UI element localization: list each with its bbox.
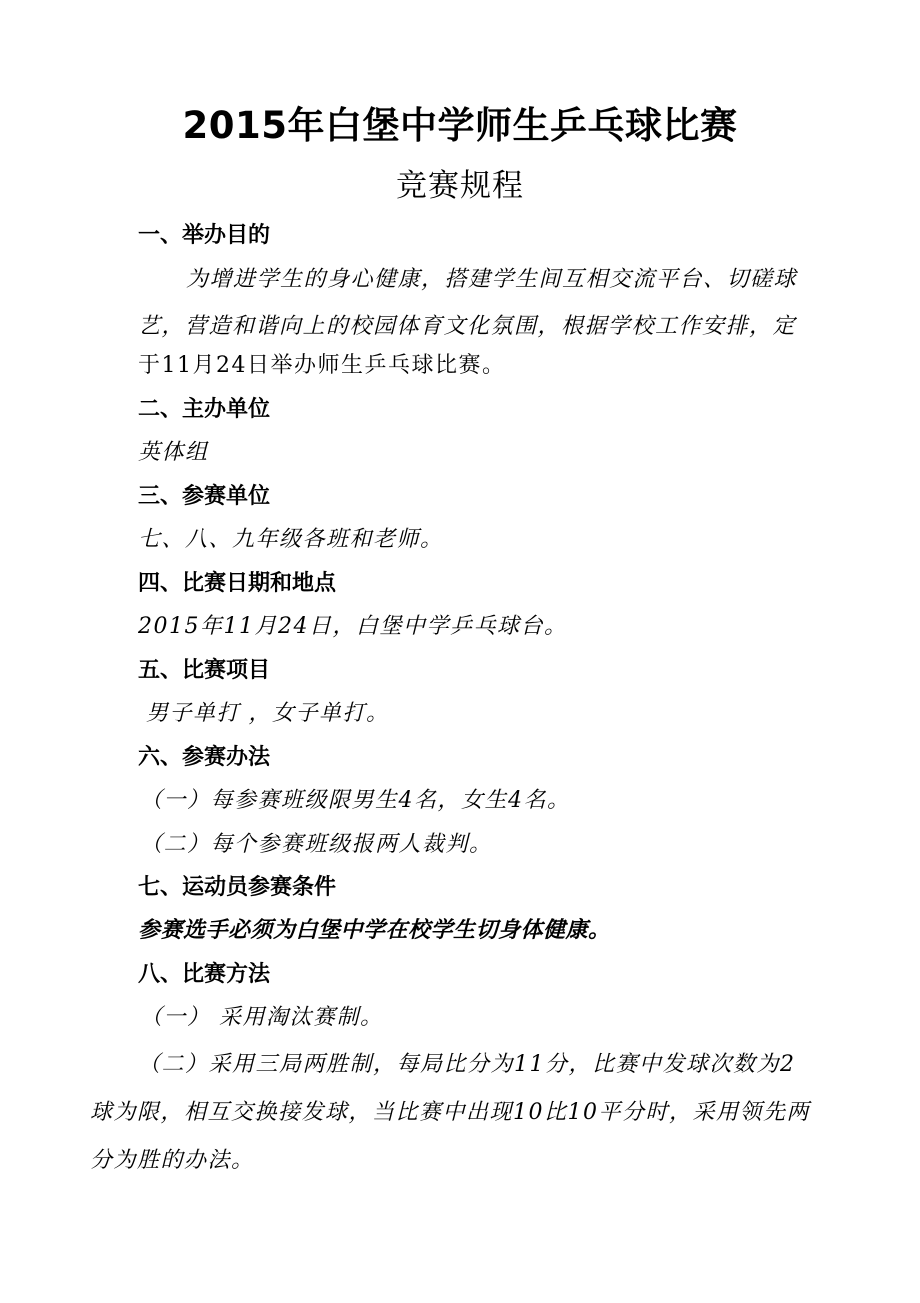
document-subtitle: 竞赛规程 [396, 168, 524, 204]
section-heading-purpose: 一、举办目的 [138, 223, 271, 248]
purpose-line-2: 艺，营造和谐向上的校园体育文化氛围，根据学校工作安排，定 [138, 314, 797, 339]
purpose-line-1: 为增进学生的身心健康，搭建学生间互相交流平台、切磋球 [186, 267, 798, 292]
match-method-line-3: 球为限，相互交换接发球，当比赛中出现10比10平分时，采用领先两 [90, 1100, 810, 1125]
match-method-line-2: （二）采用三局两胜制，每局比分为11分，比赛中发球次数为2 [138, 1052, 796, 1077]
section-heading-match-method: 八、比赛方法 [138, 962, 271, 987]
date-venue-text: 2015年11月24日，白堡中学乒乓球台。 [138, 614, 568, 639]
section-heading-participants: 三、参赛单位 [138, 484, 271, 509]
entry-method-line-2: （二）每个参赛班级报两人裁判。 [140, 832, 493, 857]
section-heading-eligibility: 七、运动员参赛条件 [138, 875, 337, 900]
section-heading-organizer: 二、主办单位 [138, 397, 271, 422]
match-method-line-4: 分为胜的办法。 [90, 1148, 255, 1173]
match-method-line-1: （一） 采用淘汰赛制。 [140, 1005, 384, 1030]
participants-text: 七、八、九年级各班和老师。 [138, 527, 444, 552]
purpose-line-3: 于11月24日举办师生乒乓球比赛。 [138, 353, 506, 378]
document-title: 2015年白堡中学师生乒乓球比赛 [182, 104, 738, 147]
section-heading-events: 五、比赛项目 [138, 658, 271, 683]
entry-method-line-1: （一）每参赛班级限男生4名，女生4名。 [140, 788, 571, 813]
events-text: 男子单打 ，女子单打。 [146, 701, 390, 726]
organizer-text: 英体组 [138, 440, 209, 465]
eligibility-text: 参赛选手必须为白堡中学在校学生切身体健康。 [138, 918, 611, 943]
section-heading-date-venue: 四、比赛日期和地点 [138, 571, 337, 596]
section-heading-entry-method: 六、参赛办法 [138, 745, 271, 770]
